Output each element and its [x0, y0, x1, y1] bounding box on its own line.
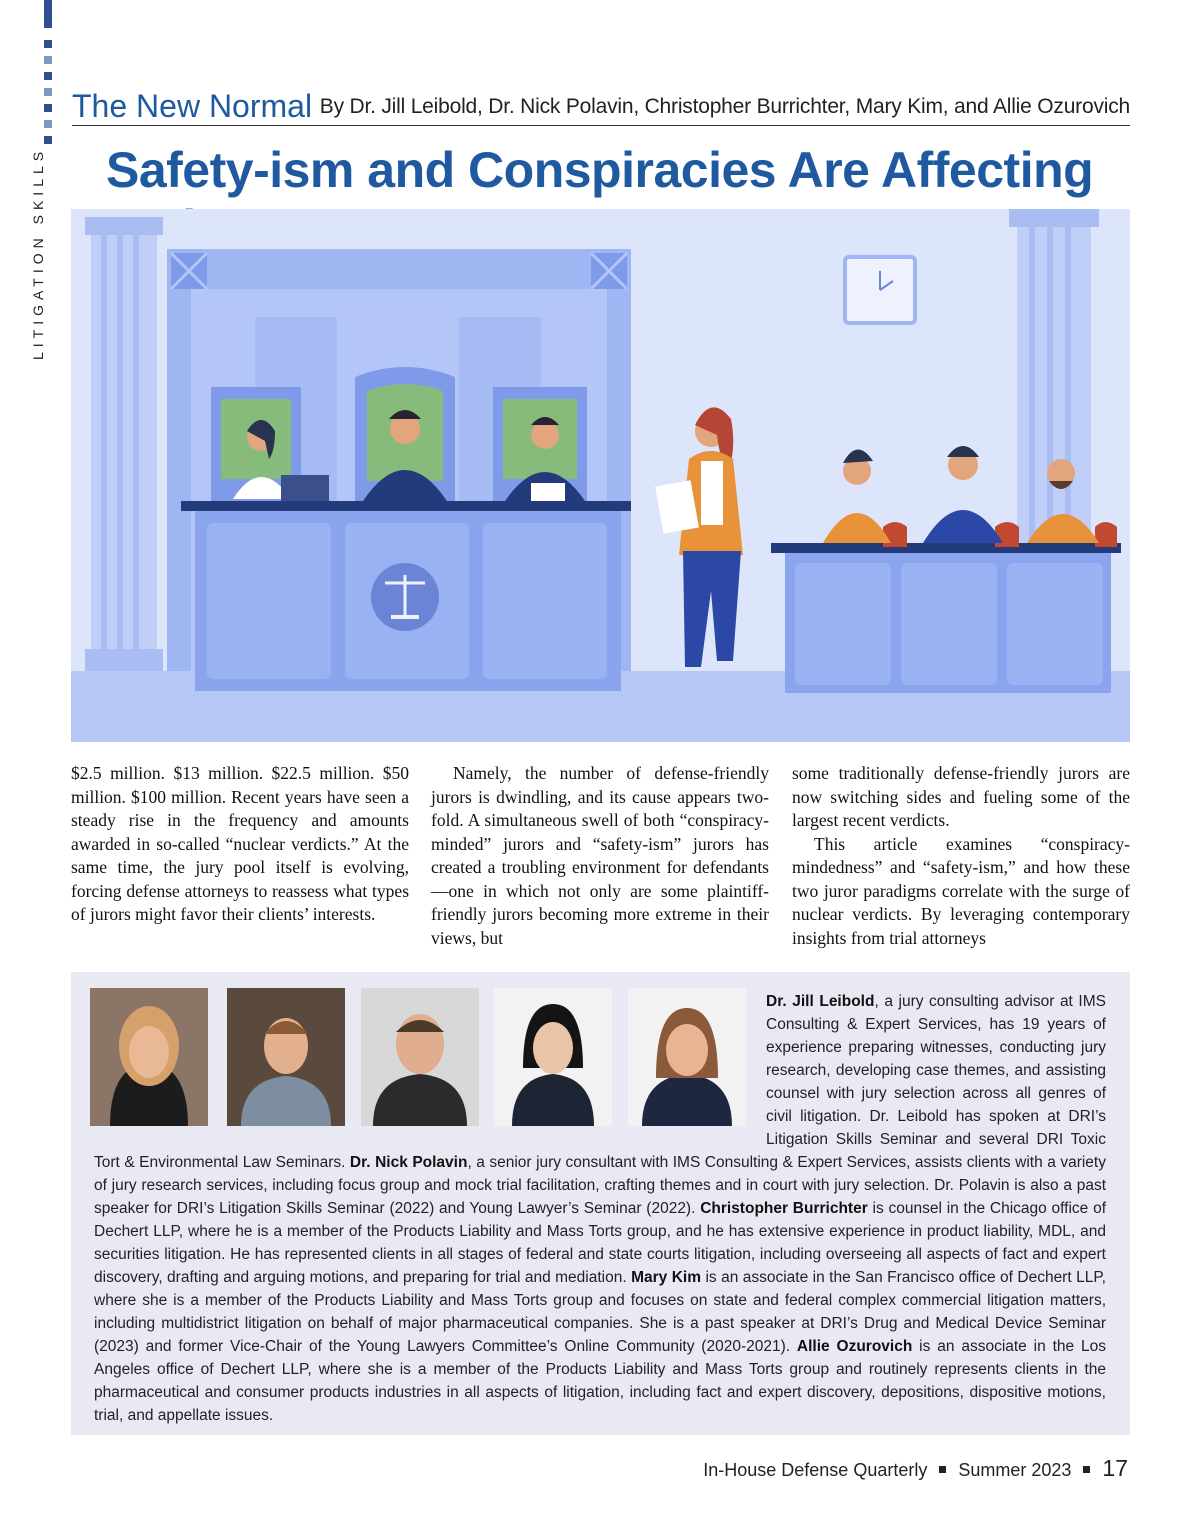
article-paragraph: $2.5 million. $13 million. $22.5 million. $50 million. $100 million. Recent years have seen a steady rise in the frequency and amounts awarded in so-called “nuclear verdicts.” At the same time, the jury pool itself is evolving, forcing defense attorneys to reassess what types of jurors might favor their clients’ interests.: [71, 763, 409, 924]
decorative-square: [44, 88, 52, 96]
bio-name: Allie Ozurovich: [796, 1338, 913, 1355]
bio-name: Dr. Nick Polavin: [349, 1154, 468, 1171]
bio-name: Mary Kim: [631, 1269, 701, 1286]
article-paragraph: This article examines “conspiracy-mindedness” and “safety-ism,” and how these two juror paradigms correlate with the surge of nuclear verdicts. By leveraging contemporary insights from trial attorneys: [792, 833, 1130, 948]
author-bios: [94, 990, 1106, 1427]
bio-name: Dr. Jill Leibold: [766, 993, 875, 1010]
article-column-1: [71, 762, 409, 927]
courtroom-illustration: [71, 209, 1130, 742]
author-bio-box: [71, 972, 1130, 1435]
article-column-2: [431, 762, 769, 950]
decorative-square: [44, 104, 52, 112]
bio-text: is an associate in the Los Angeles office of Dechert LLP, where she is a member of the Products Liability and Mass Torts group and routinely represents clients in the pharmaceutical and consumer products industries in all aspects of litigation, including fact and expert discovery, depositions, dispositive motions, trial, and appellate issues.: [94, 1338, 1106, 1424]
bio-text: is counsel in the Chicago office of Dechert LLP, where he is a member of the Products Liability and Mass Torts group, and he has extensive experience in product liability, MDL, and securities litigation. He has represented clients in all stages of federal and state courts litigation, including overseeing all aspects of fact and expert discovery, drafting and arguing motions, and preparing for trial and mediation.: [94, 1200, 1106, 1286]
bio-text: is an associate in the San Francisco office of Dechert LLP, where she is a member of the Products Liability and Mass Torts group and focuses on state and federal complex commercial litigation matters, including multidistrict litigation on behalf of major pharmaceutical companies. She is a past speaker at DRI’s Drug and Medical Device Seminar (2023) and former Vice-Chair of the Young Lawyers Committee’s Online Community (2020-2021).: [94, 1269, 1106, 1355]
decorative-square: [44, 56, 52, 64]
decorative-square: [44, 40, 52, 48]
bio-text: , a senior jury consultant with IMS Consulting & Expert Services, assists clients with a variety of jury research services, including focus group and mock trial facilitation, crafting themes and in court with jury selection. Dr. Polavin is also a past speaker for DRI’s Litigation Skills Seminar (2022) and Young Lawyer’s Seminar (2022).: [94, 1154, 1106, 1217]
article-column-3: [792, 762, 1130, 950]
decorative-square: [44, 72, 52, 80]
photo-spacer: [94, 990, 766, 1148]
separator-square: [939, 1466, 946, 1473]
byline: By Dr. Jill Leibold, Dr. Nick Polavin, Christopher Burrichter, Mary Kim, and Allie Ozurovich: [319, 95, 1130, 118]
publication-name: In-House Defense Quarterly: [703, 1460, 928, 1480]
article-paragraph: Namely, the number of defense-friendly jurors is dwindling, and its cause appears two-fold. A simultaneous swell of both “conspiracy-minded” jurors and “safety-ism” jurors has created a troubling environment for defendants—one in which not only are some plaintiff-friendly jurors becoming more extreme in their views, but: [431, 763, 769, 948]
article-header: [72, 88, 1130, 126]
separator-square: [1083, 1466, 1090, 1473]
bio-name: Christopher Burrichter: [700, 1200, 868, 1217]
bio-text: , a jury consulting advisor at IMS Consulting & Expert Services, has 19 years of experience preparing witnesses, conducting jury research, developing case themes, and assisting counsel with jury selection across all genres of civil litigation. Dr. Leibold has spoken at DRI’s Litigation Skills Seminar and several DRI Toxic Tort & Environmental Law Seminars.: [94, 993, 1106, 1171]
decorative-square: [44, 120, 52, 128]
section-name: The New Normal: [72, 88, 313, 124]
page-footer: [703, 1455, 1128, 1482]
page-number: 17: [1102, 1455, 1128, 1481]
issue-label: Summer 2023: [958, 1460, 1072, 1480]
headline: Safety-ism and Conspiracies Are Affecting: [106, 142, 1094, 198]
decorative-strip: [44, 0, 52, 28]
article-paragraph: some traditionally defense-friendly jurors are now switching sides and fueling some of the largest recent verdicts.: [792, 763, 1130, 830]
section-vertical-label: LITIGATION SKILLS: [30, 146, 46, 360]
